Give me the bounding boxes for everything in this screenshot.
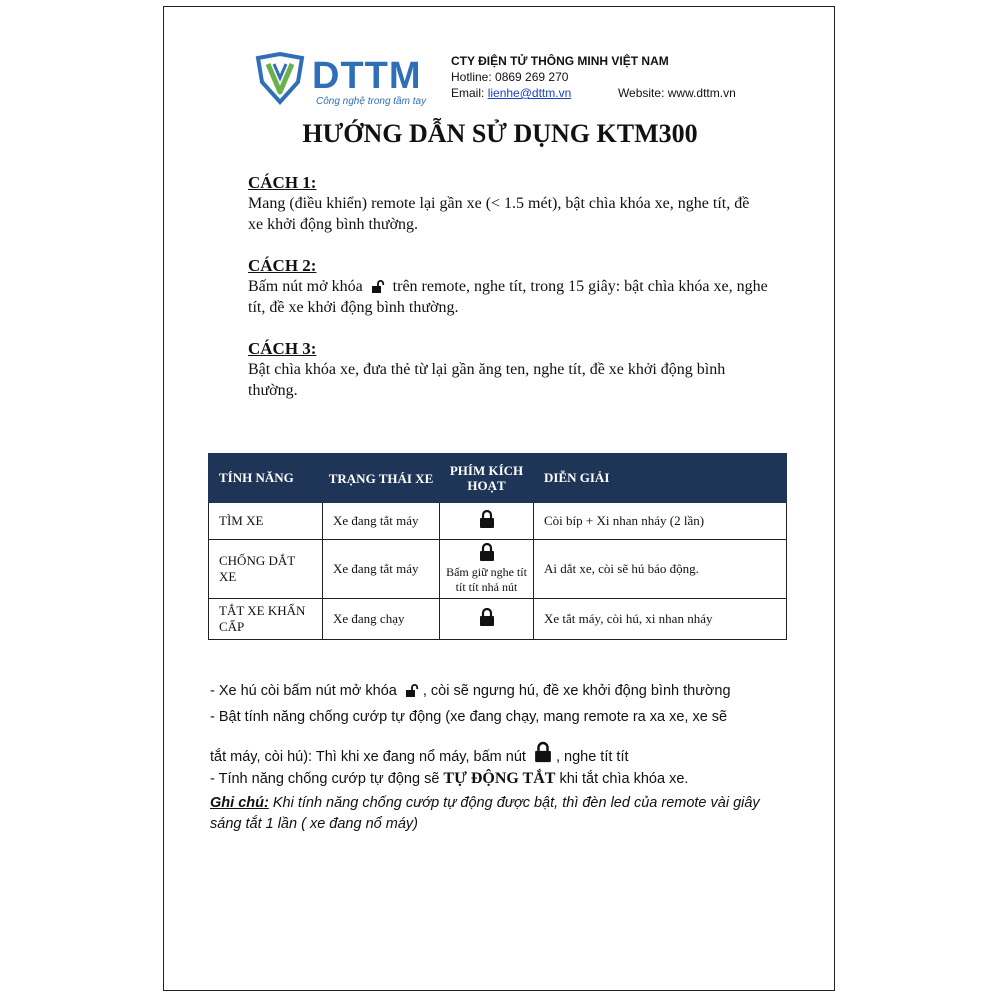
note-line-4 [210,769,810,789]
lock-icon [479,608,495,626]
shield-logo-icon [254,52,306,106]
table-row [209,503,787,540]
header-status: TRẠNG THÁI XE [323,454,440,503]
footnote-text: Khi tính năng chống cướp tự động được bật, thì đèn led của remote vài giây sáng tắt 1 lần ( xe đang nổ máy) [210,795,760,832]
method-heading: CÁCH 1: [248,173,317,192]
note-line-3 [210,741,810,767]
description-cell: Xe tắt máy, còi hú, xi nhan nháy [534,599,787,640]
feature-cell: TÌM XE [209,503,323,540]
lock-icon [534,741,552,763]
logo-wordmark: DTTM [312,55,422,97]
method-text: Bật chìa khóa xe, đưa thẻ từ lại gần ăng ten, nghe tít, đề xe khởi động bình thường. [248,361,726,399]
description-cell: Còi bíp + Xi nhan nháy (2 lần) [534,503,787,540]
footnote [210,793,790,835]
method-text-before: Bấm nút mở khóa [248,278,363,295]
note-text: , còi sẽ ngưng hú, đề xe khởi động bình thường [422,683,731,699]
status-cell: Xe đang chạy [323,599,440,640]
status-cell: Xe đang tắt máy [323,503,440,540]
note-emphasis: TỰ ĐỘNG TẮT [443,770,556,787]
note-text: tắt máy, còi hú): Thì khi xe đang nổ máy, bấm nút [210,749,526,765]
table-header-row [209,454,787,503]
note-text: , nghe tít tít [555,749,629,765]
method-text: Mang (điều khiển) remote lại gần xe (< 1.5 mét), bật chìa khóa xe, nghe tít, đề xe khởi động bình thường. [248,195,750,233]
email-label: Email: [451,86,488,100]
key-cell [440,503,534,540]
note-text: khi tắt chìa khóa xe. [555,771,689,787]
method-text-after: trên remote, nghe tít, trong 15 giây: bật chìa khóa xe, nghe tít, đề xe khởi động bình thường. [248,278,768,316]
header-key: PHÍM KÍCH HOẠT [440,454,534,503]
method-3 [248,338,768,401]
hotline: Hotline: 0869 269 270 [451,70,569,84]
description-cell: Ai dắt xe, còi sẽ hú báo động. [534,540,787,599]
method-text [248,276,768,318]
note-line-2: - Bật tính năng chống cướp tự động (xe đang chạy, mang remote ra xa xe, xe sẽ [210,709,728,725]
key-cell [440,540,534,599]
company-name: CTY ĐIỆN TỬ THÔNG MINH VIỆT NAM [451,54,669,68]
status-cell: Xe đang tắt máy [323,540,440,599]
note-text: - Xe hú còi bấm nút mở khóa [210,683,397,699]
key-cell [440,599,534,640]
company-info [451,53,736,101]
email-link[interactable]: lienhe@dttm.vn [487,86,572,100]
website: Website: www.dttm.vn [617,86,736,100]
note-text: - Tính năng chống cướp tự động sẽ [210,771,444,787]
unlock-icon [405,684,419,698]
method-1 [248,172,768,235]
contact-line [451,85,736,101]
method-2 [248,255,768,318]
lock-icon [479,510,495,528]
feature-cell: TẮT XE KHẨN CẤP [209,599,323,640]
lock-icon [479,543,495,561]
unlock-icon [371,280,385,294]
method-heading: CÁCH 3: [248,339,317,358]
page-title: HƯỚNG DẪN SỬ DỤNG KTM300 [302,119,698,148]
note-line-1 [210,681,810,701]
table-row [209,599,787,640]
table-row [209,540,787,599]
company-logo [254,52,427,112]
key-note: Bấm giữ nghe tít tít tít nhả nút [446,565,527,594]
method-heading: CÁCH 2: [248,256,317,275]
footnote-label: Ghi chú: [210,795,269,811]
feature-cell: CHỐNG DẮT XE [209,540,323,599]
header-feature: TÍNH NĂNG [209,454,323,503]
feature-table [208,453,787,640]
header-description: DIỄN GIẢI [534,454,787,503]
document-page [163,6,835,991]
logo-slogan: Công nghệ trong tầm tay [316,96,427,107]
